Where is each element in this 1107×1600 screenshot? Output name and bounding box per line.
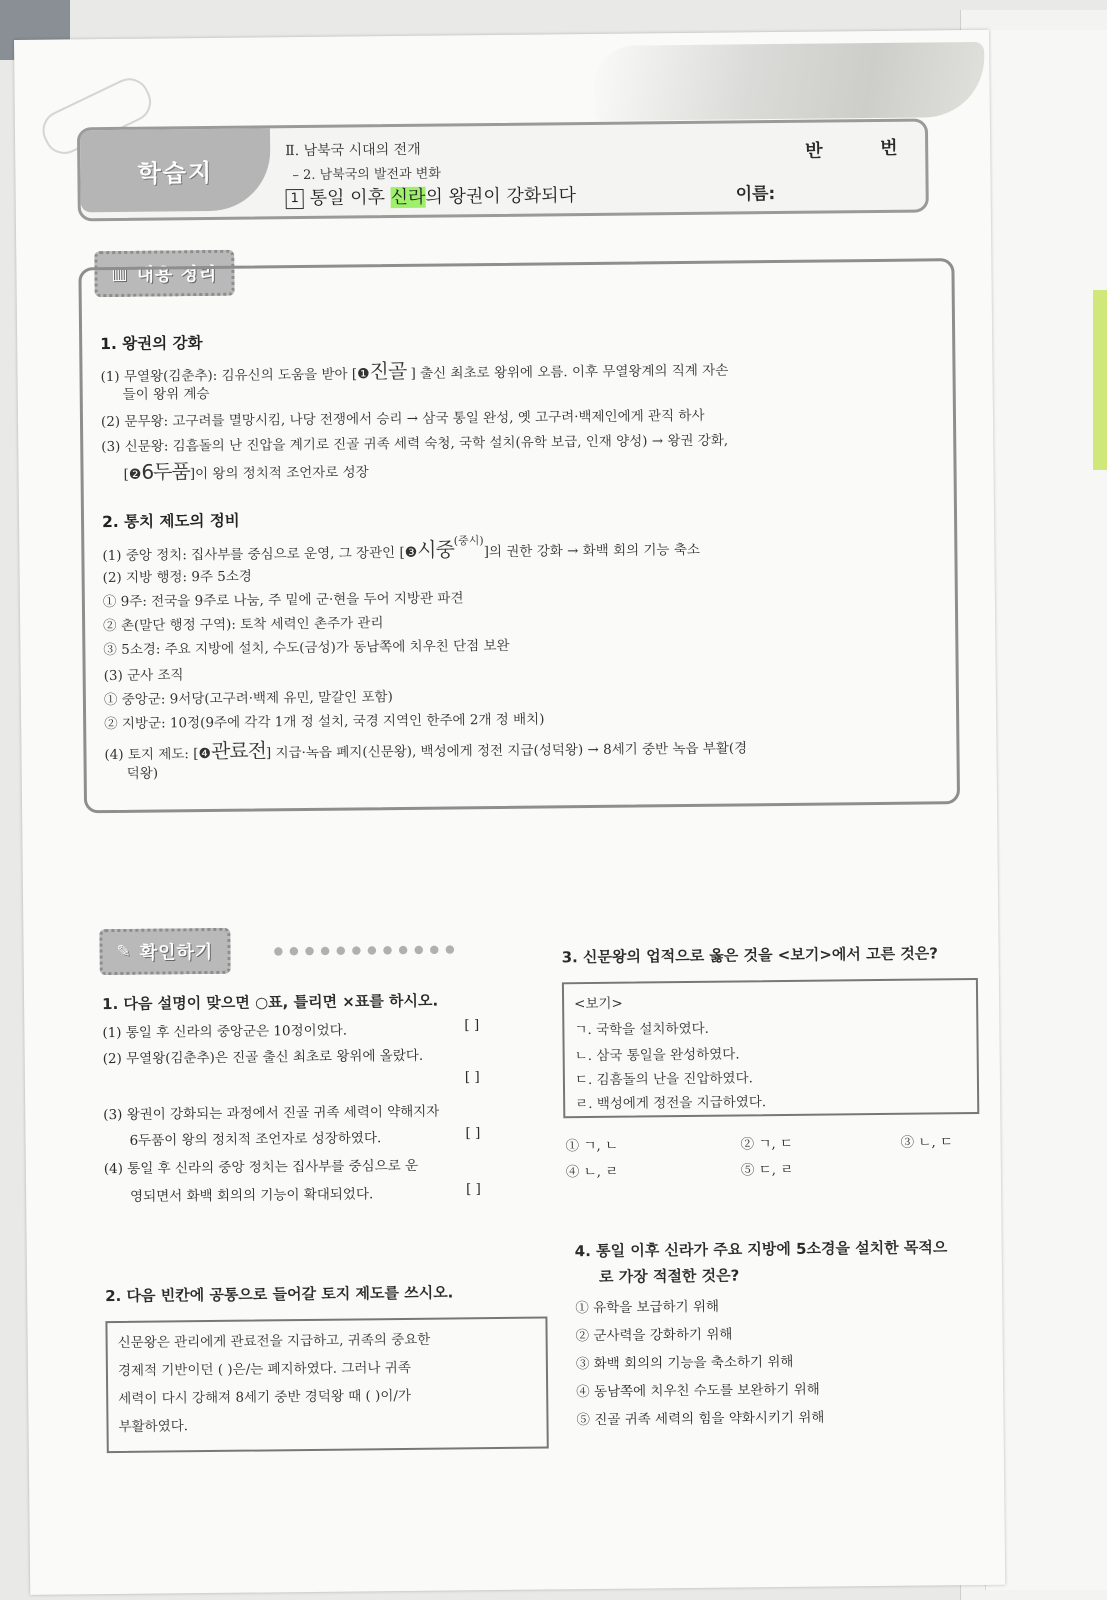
subunit-title: – 2. 남북국의 발전과 변화: [292, 166, 441, 184]
question-1-item: (4) 통일 후 신라의 중앙 정치는 집사부를 중심으로 운: [103, 1157, 419, 1178]
question-4-option[interactable]: ② 군사력을 강화하기 위해: [575, 1326, 733, 1345]
lesson-number-box: 1: [286, 189, 304, 209]
check-section-tag: [99, 928, 230, 975]
blank-number: ❹: [198, 745, 212, 763]
summary-box: [78, 258, 960, 813]
question-1-item: (2) 무열왕(김춘추)은 진골 출신 최초로 왕위에 올랐다.: [102, 1047, 424, 1068]
question-4-title-cont: 로 가장 적절한 것은?: [598, 1266, 740, 1286]
handwritten-answer: 관료전: [210, 738, 267, 763]
decorative-dots: ●●●●●●●●●●●●: [273, 942, 461, 958]
handwritten-answer: 진골: [369, 358, 407, 384]
summary-line: (3) 신문왕: 김흠돌의 난 진압을 계기로 진골 귀족 세력 숙청, 국학 설치(유학 보급, 인재 양성) → 왕권 강화,: [101, 432, 729, 456]
question-4-option[interactable]: ⑤ 진골 귀족 세력의 힘을 약화시키기 위해: [576, 1409, 825, 1429]
question-2-title: 2. 다음 빈칸에 공통으로 들어갈 토지 제도를 쓰시오.: [105, 1283, 454, 1306]
text: ] 지급·녹읍 폐지(신문왕), 백성에게 정전 지급(성덕왕) → 8세기 중반 녹읍 부활(경: [265, 740, 748, 762]
check-tag-label: 확인하기: [139, 941, 214, 964]
question-1-item: 영되면서 화백 회의의 기능이 확대되었다.: [130, 1186, 374, 1205]
blank-number: ❶: [356, 366, 370, 383]
blank-number: ❸: [404, 544, 418, 561]
text: [: [123, 466, 129, 483]
worksheet-label-tag: [80, 128, 271, 212]
lesson-title-post: 의 왕권이 강화되다: [425, 185, 577, 208]
worksheet-label: 학습지: [137, 157, 214, 188]
question-2-passage: [105, 1316, 548, 1453]
text: ]이 왕의 정치적 조언자로 성장: [189, 464, 369, 483]
pencil-icon: ✎: [116, 941, 132, 962]
question-4-option[interactable]: ① 유학을 보급하기 위해: [575, 1298, 720, 1317]
bogi-item: ㄴ. 삼국 통일을 완성하였다.: [574, 1046, 740, 1065]
question-3-option[interactable]: ④ ㄴ, ㄹ: [565, 1163, 619, 1181]
class-label: 반: [805, 140, 825, 162]
answer-bracket[interactable]: [ ]: [465, 1125, 481, 1142]
question-1-title: 1. 다음 설명이 맞으면 ○표, 틀리면 ×표를 하시오.: [102, 991, 439, 1014]
text: (4) 토지 제도: [: [104, 746, 199, 764]
question-3-option[interactable]: ③ ㄴ, ㄷ: [900, 1134, 954, 1151]
background-paper-stack-2: [985, 30, 1107, 1590]
summary-line: ② 지방군: 10정(9주에 각각 1개 정 설치, 국경 지역인 한주에 2개 정 배치): [104, 711, 545, 733]
number-label: 번: [880, 137, 898, 159]
question-3-option[interactable]: ② ㄱ, ㄷ: [740, 1135, 794, 1153]
name-label: 이름:: [735, 184, 776, 205]
section1-heading: 1. 왕권의 강화: [100, 334, 203, 354]
summary-line: (3) 군사 조직: [103, 667, 184, 685]
question-3-title: 3. 신문왕의 업적으로 옳은 것을 <보기>에서 고른 것은?: [561, 944, 939, 967]
answer-bracket[interactable]: [ ]: [465, 1181, 481, 1198]
question-4-title: 4. 통일 이후 신라가 주요 지방에 5소경을 설치한 목적으: [574, 1238, 948, 1261]
question-3-option[interactable]: ⑤ ㄷ, ㄹ: [740, 1161, 794, 1179]
handwritten-answer: 6두품: [141, 459, 190, 484]
answer-bracket[interactable]: [ ]: [464, 1069, 480, 1086]
passage-line: 신문왕은 관리에게 관료전을 지급하고, 귀족의 중요한: [117, 1331, 431, 1351]
bogi-item: ㄷ. 김흠돌의 난을 진압하였다.: [574, 1070, 753, 1089]
summary-line: (2) 문무왕: 고구려를 멸망시킴, 나당 전쟁에서 승리 → 삼국 통일 완성, 옛 고구려·백제인에게 관직 하사: [100, 407, 705, 431]
question-3-bogi-box: [562, 978, 979, 1118]
question-3-option[interactable]: ① ㄱ, ㄴ: [565, 1137, 619, 1155]
question-1-item: (3) 왕권이 강화되는 과정에서 진골 귀족 세력이 약해지자: [103, 1103, 440, 1124]
question-1-item: 6두품이 왕의 정치적 조언자로 성장하였다.: [129, 1130, 382, 1149]
decorative-leaf-image: [594, 42, 985, 121]
text: ]의 권한 강화 → 화백 회의 기능 축소: [483, 541, 700, 561]
passage-line: 부활하였다.: [118, 1418, 189, 1435]
answer-bracket[interactable]: [ ]: [464, 1017, 480, 1034]
unit-title: Ⅱ. 남북국 시대의 전개: [285, 141, 421, 160]
text: (1) 무열왕(김춘추): 김유신의 도움을 받아 [: [100, 366, 358, 386]
summary-tag-label: 내용 정리: [136, 263, 218, 286]
handwritten-answer: 시중: [417, 537, 454, 562]
worksheet-header: [77, 118, 929, 221]
question-1-item: (1) 통일 후 신라의 중앙군은 10정이었다.: [102, 1022, 348, 1042]
summary-line: 덕왕): [126, 765, 159, 782]
book-icon: ▥: [111, 263, 129, 284]
bogi-item: ㄹ. 백성에게 정전을 지급하였다.: [575, 1094, 767, 1113]
question-4-option[interactable]: ④ 동남쪽에 치우친 수도를 보완하기 위해: [576, 1381, 820, 1401]
background-green-object: [1093, 290, 1107, 470]
blank-number: ❷: [128, 466, 142, 483]
summary-line: ① 9주: 전국을 9주로 나눔, 주 밑에 군·현을 두어 지방관 파견: [102, 590, 464, 611]
summary-line: [123, 453, 368, 485]
question-4-option[interactable]: ③ 화백 회의의 기능을 축소하기 위해: [575, 1353, 794, 1373]
summary-line: 들이 왕위 계승: [122, 385, 210, 403]
section2-heading: 2. 통치 제도의 정비: [101, 511, 240, 532]
summary-line: ① 중앙군: 9서당(고구려·백제 유민, 말갈인 포함): [103, 689, 393, 709]
bogi-item: ㄱ. 국학을 설치하였다.: [574, 1020, 710, 1039]
text: ] 출신 최초로 왕위에 오름. 이후 무열왕계의 직계 자손: [406, 362, 729, 382]
passage-line: 경제적 기반이던 ( )은/는 폐지하였다. 그러나 귀족: [117, 1359, 411, 1379]
summary-line: ③ 5소경: 주요 지방에 설치, 수도(금성)가 동남쪽에 치우친 단점 보완: [103, 637, 510, 659]
handwritten-note: (중시): [453, 534, 484, 548]
summary-line: [104, 729, 747, 765]
bogi-label: <보기>: [574, 995, 623, 1013]
text: (1) 중앙 정치: 집사부를 중심으로 운영, 그 장관인 [: [102, 544, 405, 565]
lesson-title-highlight: 신라: [390, 186, 426, 209]
lesson-title: [286, 181, 577, 210]
summary-line: [102, 530, 700, 566]
summary-line: ② 촌(말단 행정 구역): 토착 세력인 촌주가 관리: [103, 615, 384, 635]
worksheet-page: [14, 30, 1005, 1595]
summary-line: (2) 지방 행정: 9주 5소경: [102, 568, 253, 587]
lesson-title-pre: 통일 이후: [309, 187, 391, 209]
passage-line: 세력이 다시 강해져 8세기 중반 경덕왕 때 ( )이/가: [118, 1387, 412, 1407]
